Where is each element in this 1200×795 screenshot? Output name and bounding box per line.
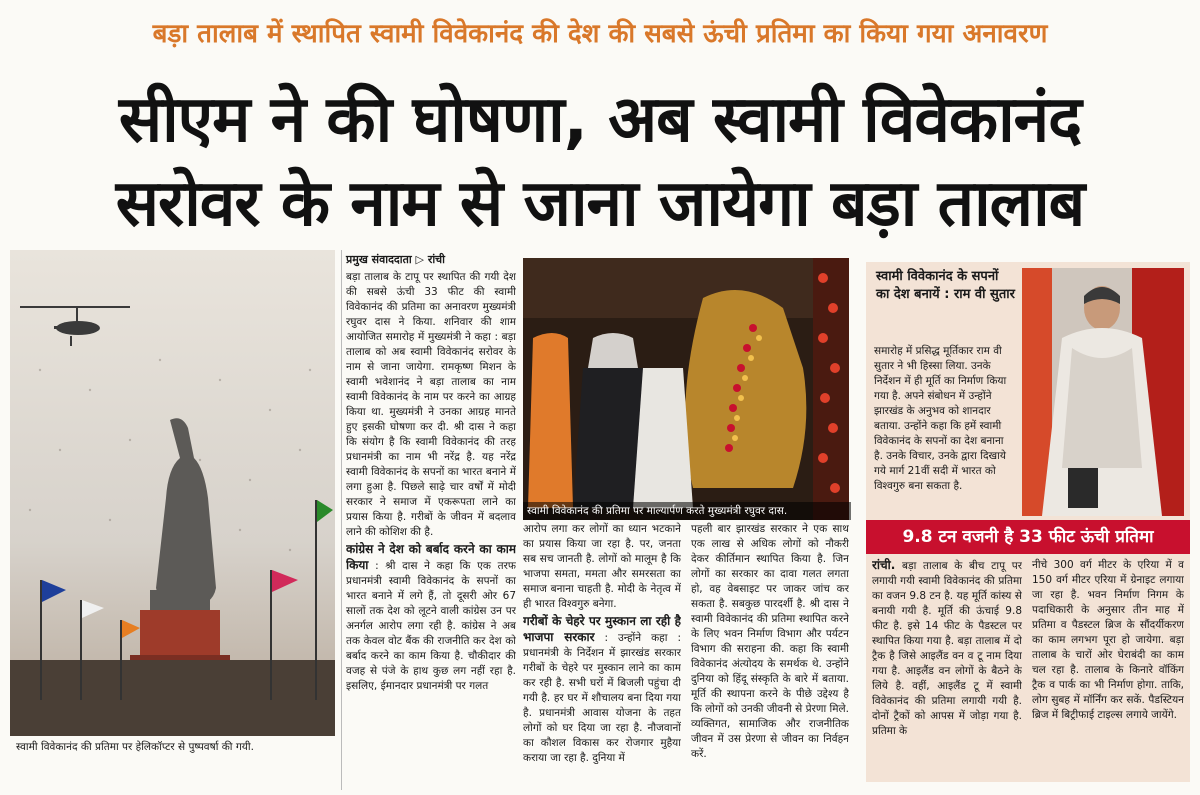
headline-line-2: सरोवर के नाम से जाना जायेगा बड़ा तालाब [115, 167, 1085, 241]
article-column-4 [872, 558, 1022, 782]
garlanding-photo [523, 258, 849, 520]
col1-subhead: कांग्रेस ने देश को बर्बाद करने का काम किया [346, 542, 516, 572]
col4-paragraph-1: बड़ा तालाब के बीच टापू पर लगायी गयी स्वामी विवेकानंद की प्रतिमा का वजन 9.8 टन है. यह मूर्ति कांस्य से बनायी गयी है. मूर्ति की ऊंचाई 9.8 फीट है. इसे 14 फीट के पैडस्टल पर स्थापित किया गया है. बड़ा तालाब में दो ट्रैक है जिसे आइलैंड वन व टू नाम दिया गया है. आइलैंड वन लोगों के बैठने के लिये है. वहीं, आइलैंड टू में स्वामी विवेकानंद की प्रतिमा लगायी गयी है. दोनों ट्रैकों को आपस में जोड़ा गया है. प्रतिमा के [872, 560, 1022, 737]
sidebar-title: स्वामी विवेकानंद के सपनों का देश बनायें : राम वी सुतार [876, 269, 1015, 302]
col2-subhead: गरीबों के चेहरे पर मुस्कान ला रही है भाजपा सरकार [523, 614, 681, 644]
article-column-5 [1032, 558, 1184, 782]
article-column-2 [523, 522, 681, 790]
headline-line-1: सीएम ने की घोषणा, अब स्वामी विवेकानंद [118, 83, 1082, 157]
col1-paragraph-2: : श्री दास ने कहा कि एक तरफ प्रधानमंत्री स्वामी विवेकानंद के सपनों का भारत बनाने में लगे हैं, तो दूसरी ओर 67 सालों तक देश को लूटने वाली कांग्रेस उन पर अनर्गल आरोप लगा रही है. कांग्रेस ने अब तक केवल वोट बैंक की राजनीति कर देश को बर्बाद करने का काम किया है. चौकीदार की वजह से पंजे के हाथ कुछ लग नहीं रहा है. इसलिए, ईमानदार प्रधानमंत्री पर गलत [346, 560, 516, 692]
photo-2-caption: स्वामी विवेकानंद की प्रतिमा पर माल्यार्पण करते मुख्यमंत्री रघुवर दास. [523, 502, 851, 520]
col2-paragraph-2: : उन्होंने कहा : प्रधानमंत्री के निर्देशन में झारखंड सरकार गरीबों के चेहरे पर मुस्कान लाने का काम कर रही है. सभी घरों में बिजली पहुंचा दी गयी है. हर घर में शौचालय बना दिया गया है. प्रधानमंत्री आवास योजना के तहत लोगों को घर दिया जा रहा है. नौजवानों का कौशल विकास कर रोजगार मुहैया कराया जा रहा है. दुनिया में [523, 632, 681, 764]
col4-dateline: रांची. [872, 558, 896, 572]
article-column-3 [691, 522, 849, 790]
sidebar-text: समारोह में प्रसिद्ध मूर्तिकार राम वी सुतार ने भी हिस्सा लिया. उनके निर्देशन में ही मूर्ति का निर्माण किया गया है. अपने संबोधन में उन्होंने झारखंड के अनुभव को शानदार बताया. उन्होंने कहा कि हमें स्वामी विवेकानंद के सपनों का देश बनाना है. उनके विचार, उनके द्वारा दिखाये गये मार्ग 21वीं सदी में भारत को विश्वगुरु बना सकता है. [874, 345, 1007, 492]
sculptor-photo [1022, 268, 1184, 516]
article-column-1 [346, 270, 516, 790]
byline: प्रमुख संवाददाता ▷ रांची [346, 253, 446, 266]
headline [10, 78, 1190, 246]
col5-paragraph-1: नीचे 300 वर्ग मीटर के एरिया में व 150 वर्ग मीटर एरिया में ग्रेनाइट लगाया जा रहा है. भवन निर्माण निगम के पदाधिकारी के अनुसार तीन माह में प्रतिमा व पैडस्टल ब्रिज के सौंदर्यीकरण का काम लगभग पूरा हो जायेगा. बड़ा तालाब के चारों ओर घेराबंदी का काम चल रहा है. तालाब के किनारे वॉकिंग ट्रैक व पार्क का भी निर्माण होगा. ताकि, लोग सुबह में मॉर्निंग कर सकें. पैडस्टियन ब्रिज में बिट्रीफाई टाइल्स लगाये जायेंगे. [1032, 559, 1184, 721]
stat-banner: 9.8 टन वजनी है 33 फीट ऊंची प्रतिमा [866, 520, 1190, 554]
photo-1-caption: स्वामी विवेकानंद की प्रतिमा पर हेलिकॉप्टर से पुष्पवर्षा की गयी. [12, 738, 340, 756]
col1-paragraph-1: बड़ा तालाब के टापू पर स्थापित की गयी देश की सबसे ऊंची 33 फीट की स्वामी विवेकानंद की प्रतिमा का अनावरण मुख्यमंत्री रघुवर दास ने किया. शनिवार की शाम आयोजित समारोह में मुख्यमंत्री ने कहा : बड़ा तालाब को अब स्वामी विवेकानंद सरोवर के नाम से जाना जायेगा. रामकृष्ण मिशन के स्वामी भवेशानंद ने बड़ा तालाब का नाम स्वामी विवेकानंद के नाम पर करने का आग्रह किया था. मुख्यमंत्री ने उनका आग्रह मानते हुए इसकी घोषणा कर दी. श्री दास ने कहा कि संयोग है कि स्वामी विवेकानंद की तरह प्रधानमंत्री का नाम भी नरेंद्र है. यह नरेंद्र स्वामी विवेकानंद के सपनों का भारत बनाने में लगा हुआ है. पिछले साढ़े चार वर्षों में मोदी सरकार ने समाज में एकरूपता लाने का प्रयास किया है. गरीबों के जीवन में बदलाव लाने की कोशिश की है. [346, 271, 516, 538]
column-divider [341, 250, 342, 790]
col2-paragraph-1: आरोप लगा कर लोगों का ध्यान भटकाने का प्रयास किया जा रहा है. पर, जनता सब सच जानती है. लोगों को मालूम है कि भाजपा समता, ममता और समरसता का समाज बनाना चाहती है. मोदी के नेतृत्व में ही भारत विश्वगुरु बनेगा. [523, 523, 681, 610]
statue-helicopter-photo [10, 250, 335, 736]
kicker: बड़ा तालाब में स्थापित स्वामी विवेकानंद की देश की सबसे ऊंची प्रतिमा का किया गया अनावरण [152, 19, 1048, 49]
col3-paragraph-1: पहली बार झारखंड सरकार ने एक साथ एक लाख से अधिक लोगों को नौकरी देकर कीर्तिमान स्थापित किया है. जिन लोगों का सरकार का दावा गलत लगता हो, वह वेबसाइट पर जाकर जांच कर सकता है. सबकुछ पारदर्शी है. श्री दास ने स्वामी विवेकानंद की प्रतिमा स्थापित करने के लिए भवन निर्माण विभाग और पर्यटन विभाग की सराहना की. कहा कि स्वामी विवेकानंद अंत्योदय के समर्थक थे. उन्होंने दुनिया को हिंदू संस्कृति के बारे में बताया. मूर्ति की स्थापना करने के पीछे उद्देश्य है कि लोगों को उनकी जीवनी से प्रेरणा मिले. व्यक्तिगत, सामाजिक और राजनीतिक जीवन में उस प्रेरणा से जीवन का निर्वहन करें. [691, 523, 849, 760]
